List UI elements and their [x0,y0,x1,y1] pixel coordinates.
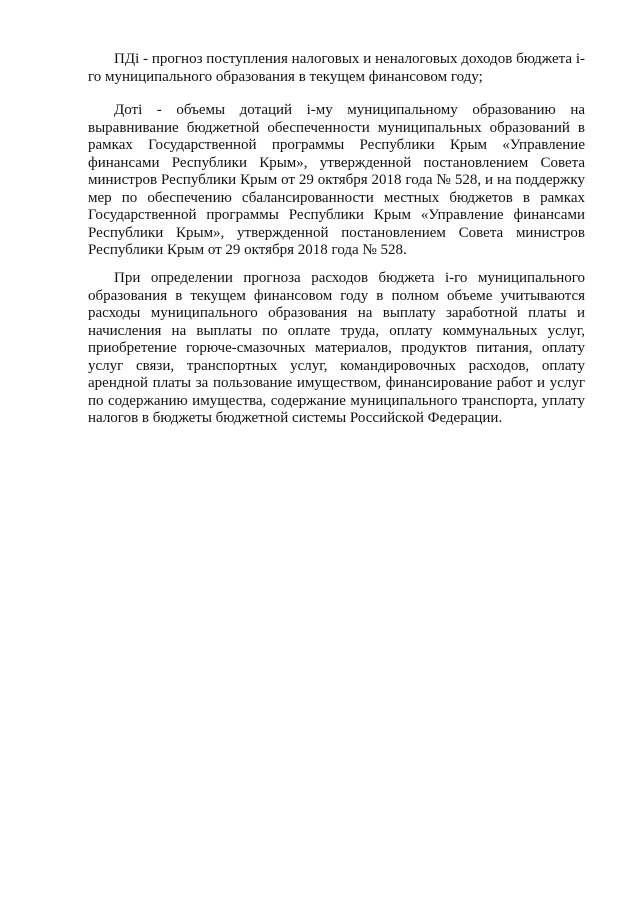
paragraph-dot-definition: Дотi - объемы дотаций i-му муниципальному образованию на выравнивание бюджетной обеспеченности муниципальных образований в рамках Государственной программы Республики Крым «Управление финансами Республики Крым», утвержденной постановлением Совета министров Республики Крым от 29 октября 2018 года № 528, и на поддержку мер по обеспечению сбалансированности местных бюджетов в рамках Государственной программы Республики Крым «Управление финансами Республики Крым», утвержденной постановлением Совета министров Республики Крым от 29 октября 2018 года № 528. [88,102,585,258]
paragraph-pd-definition: ПДi - прогноз поступления налоговых и неналоговых доходов бюджета i-го муниципального образования в текущем финансовом году; [88,51,585,85]
paragraph-expenses-forecast: При определении прогноза расходов бюджета i-го муниципального образования в текущем финансовом году в полном объеме учитываются расходы муниципального образования на выплату заработной платы и начисления на выплаты по оплате труда, оплату коммунальных услуг, приобретение горюче-смазочных материалов, продуктов питания, оплату услуг связи, транспортных услуг, командировочных расходов, оплату арендной платы за пользование имуществом, финансирование работ и услуг по содержанию имущества, содержание муниципального транспорта, уплату налогов в бюджеты бюджетной системы Российской Федерации. [88,270,585,426]
